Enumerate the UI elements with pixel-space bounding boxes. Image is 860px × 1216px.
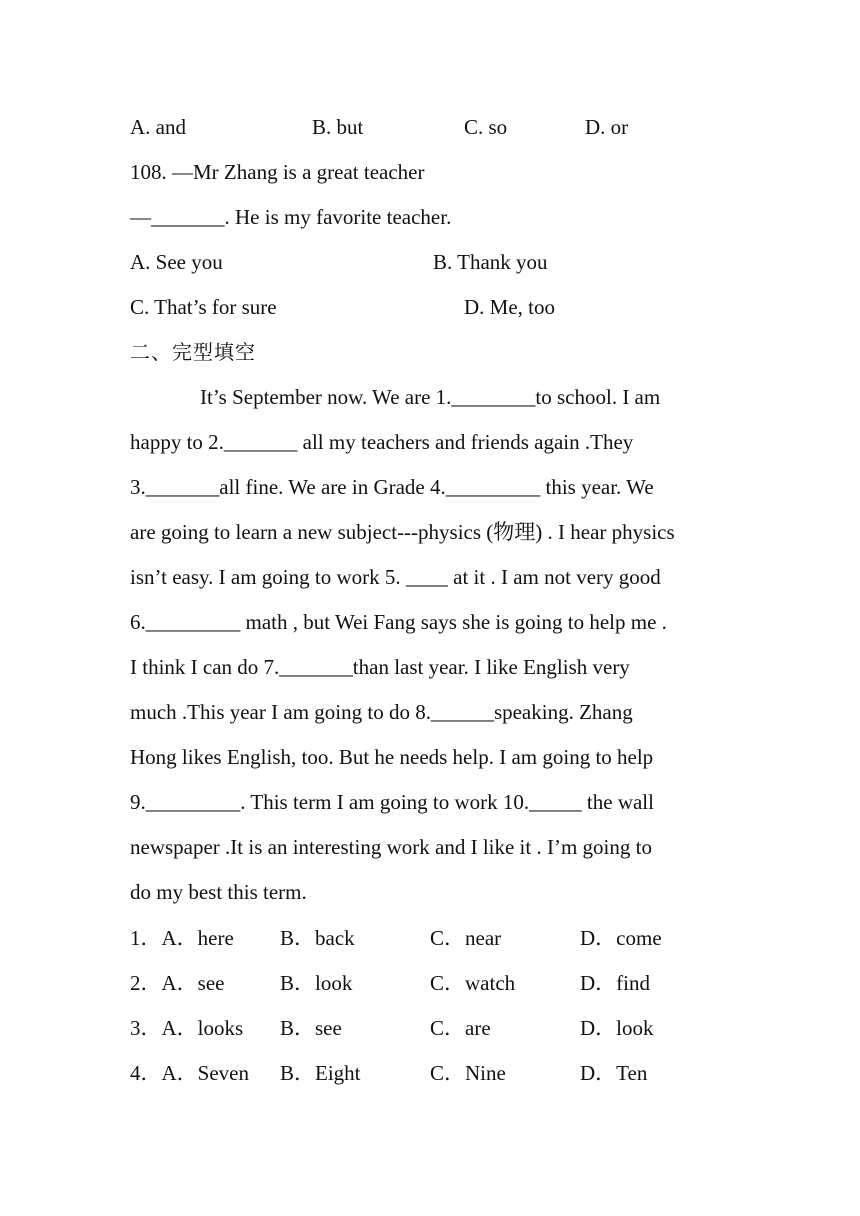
q107-option-d: D. or [585, 115, 629, 139]
cloze-4-option-a: 4．A．Seven [130, 1061, 249, 1085]
q107-option-b: B. but [312, 115, 364, 139]
cloze-1-option-a: 1．A．here [130, 926, 234, 950]
passage-line: much .This year I am going to do 8.______speaking. Zhang [130, 700, 633, 724]
passage-line: 6._________ math , but Wei Fang says she is going to help me . [130, 610, 667, 634]
cloze-1-option-d: D．come [580, 926, 662, 950]
cloze-3-option-a: 3．A．looks [130, 1016, 244, 1040]
cloze-2-option-a: 2．A．see [130, 971, 225, 995]
passage-line: isn’t easy. I am going to work 5. ____ at it . I am not very good [130, 565, 661, 589]
cloze-2-option-d: D．find [580, 971, 650, 995]
passage-line: Hong likes English, too. But he needs help. I am going to help [130, 745, 654, 769]
cloze-3-option-d: D．look [580, 1016, 654, 1040]
q108-question: 108. —Mr Zhang is a great teacher [130, 160, 425, 184]
passage-line: I think I can do 7._______than last year. I like English very [130, 655, 630, 679]
cloze-4-option-d: D．Ten [580, 1061, 648, 1085]
passage-line: newspaper .It is an interesting work and I like it . I’m going to [130, 835, 652, 859]
passage-line: are going to learn a new subject---physics (物理) . I hear physics [130, 520, 675, 544]
cloze-4-option-b: B．Eight [280, 1061, 361, 1085]
passage-line: 9._________. This term I am going to work 10._____ the wall [130, 790, 654, 814]
cloze-passage [130, 381, 740, 921]
q108-option-d: D. Me, too [464, 295, 555, 319]
q108-response: —_______. He is my favorite teacher. [130, 205, 452, 229]
q107-option-a: A. and [130, 115, 186, 139]
cloze-1-option-b: B．back [280, 926, 355, 950]
q108-option-a: A. See you [130, 250, 223, 274]
cloze-4-option-c: C．Nine [430, 1061, 506, 1085]
q107-option-c: C. so [464, 115, 508, 139]
cloze-2-option-b: B．look [280, 971, 353, 995]
passage-line: happy to 2._______ all my teachers and friends again .They [130, 430, 634, 454]
cloze-3-option-b: B．see [280, 1016, 342, 1040]
cloze-3-option-c: C．are [430, 1016, 491, 1040]
section-heading: 二、完型填空 [130, 340, 256, 364]
q108-option-c: C. That’s for sure [130, 295, 277, 319]
passage-line: 3._______all fine. We are in Grade 4._________ this year. We [130, 475, 654, 499]
cloze-2-option-c: C．watch [430, 971, 516, 995]
q108-option-b: B. Thank you [433, 250, 548, 274]
cloze-1-option-c: C．near [430, 926, 502, 950]
passage-line: do my best this term. [130, 880, 307, 904]
passage-line: It’s September now. We are 1.________to school. I am [200, 385, 661, 409]
